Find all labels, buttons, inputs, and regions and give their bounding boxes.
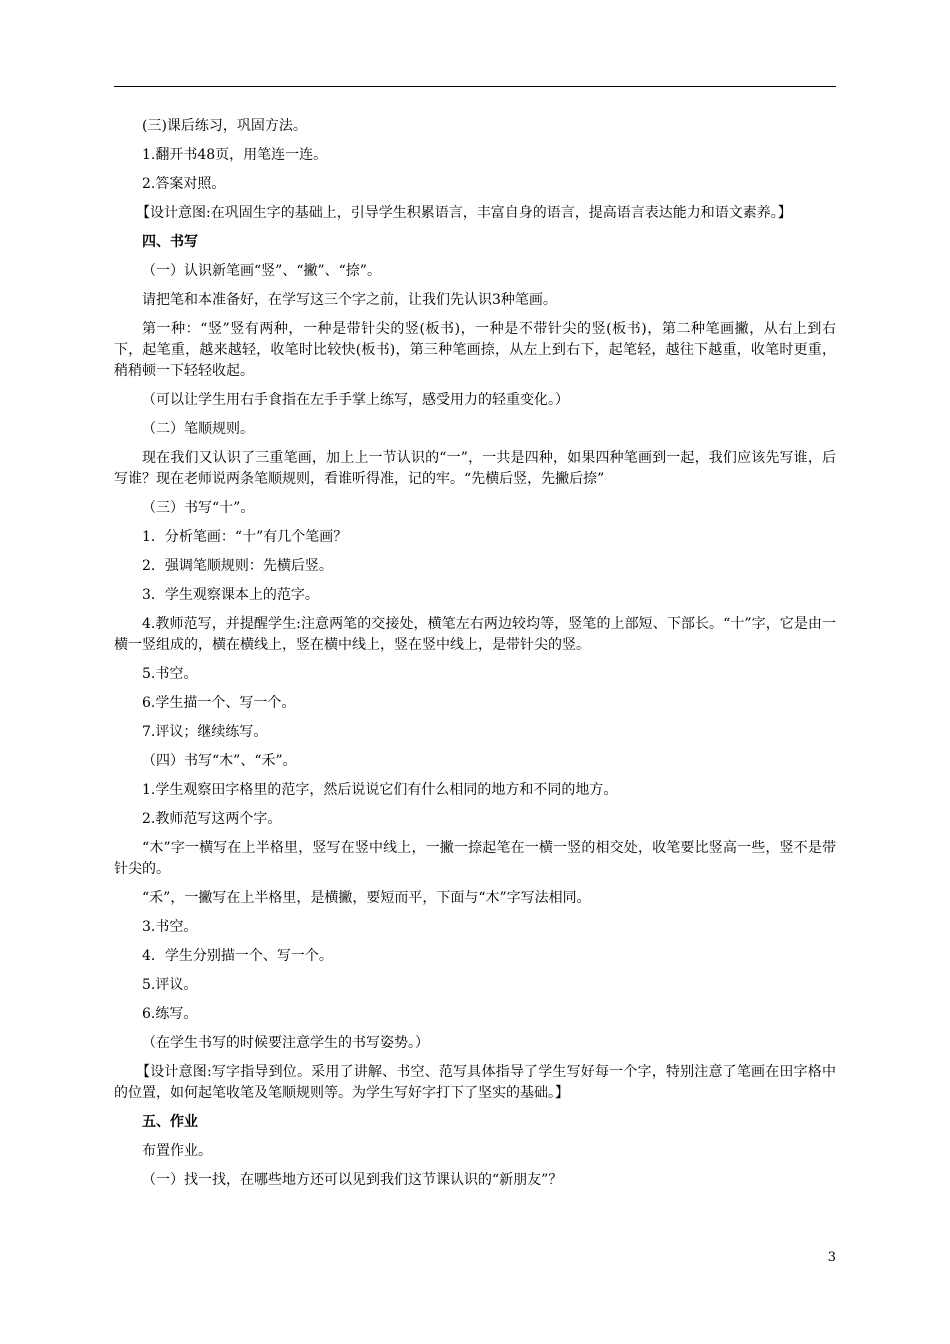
paragraph: 2．强调笔顺规则：先横后竖。 bbox=[142, 558, 333, 574]
section-heading: 五、作业 bbox=[142, 1114, 198, 1130]
paragraph: （一）找一找，在哪些地方还可以见到我们这节课认识的“新朋友”？ bbox=[142, 1172, 563, 1188]
section-heading: 四、书写 bbox=[142, 234, 198, 250]
document-body bbox=[114, 116, 836, 1199]
paragraph: 2.答案对照。 bbox=[142, 176, 226, 192]
paragraph: （四）书写“木”、“禾”。 bbox=[142, 753, 297, 769]
paragraph: 3.书空。 bbox=[142, 919, 198, 935]
paragraph: 1．分析笔画：“十”有几个笔画？ bbox=[142, 529, 348, 545]
paragraph: 5.评议。 bbox=[142, 977, 198, 993]
paragraph: 5.书空。 bbox=[142, 666, 198, 682]
paragraph: 请把笔和本准备好，在学写这三个字之前，让我们先认识3种笔画。 bbox=[142, 292, 557, 308]
paragraph: 6.练写。 bbox=[142, 1006, 198, 1022]
paragraph: “木”字一横写在上半格里，竖写在竖中线上，一撇一捺起笔在一横一竖的相交处，收笔要比竖高一些，竖不是带针尖的。 bbox=[114, 840, 836, 877]
paragraph: 1.翻开书48页，用笔连一连。 bbox=[142, 147, 328, 163]
paragraph: 7.评议；继续练写。 bbox=[142, 724, 268, 740]
header-rule bbox=[114, 86, 836, 87]
paragraph: 布置作业。 bbox=[142, 1143, 212, 1159]
paragraph: 现在我们又认识了三重笔画，加上上一节认识的“一”，一共是四种，如果四种笔画到一起，我们应该先写谁，后写谁？现在老师说两条笔顺规则，看谁听得准，记的牢。“先横后竖，先撇后捺” bbox=[114, 450, 836, 487]
paragraph: 4.教师范写，并提醒学生:注意两笔的交接处，横笔左右两边较均等，竖笔的上部短、下部长。“十”字，它是由一横一竖组成的，横在横线上，竖在横中线上，竖在竖中线上，是带针尖的竖。 bbox=[114, 616, 836, 653]
paragraph: 3．学生观察课本上的范字。 bbox=[142, 587, 319, 603]
paragraph: 4．学生分别描一个、写一个。 bbox=[142, 948, 333, 964]
paragraph: 第一种：“竖”竖有两种，一种是带针尖的竖(板书)，一种是不带针尖的竖(板书)，第二种笔画撇，从右上到右下，起笔重，越来越轻，收笔时比较快(板书)，第三种笔画捺，从左上到右下，起笔轻，越往下越重，收笔时更重，稍稍顿一下轻轻收起。 bbox=[114, 321, 836, 379]
page-number: 3 bbox=[827, 1250, 836, 1265]
paragraph: （一）认识新笔画“竖”、“撇”、“捺”。 bbox=[142, 263, 381, 279]
paragraph: 2.教师范写这两个字。 bbox=[142, 811, 282, 827]
paragraph: （可以让学生用右手食指在左手手掌上练写，感受用力的轻重变化。） bbox=[142, 392, 569, 408]
paragraph: (三)课后练习，巩固方法。 bbox=[142, 118, 307, 134]
paragraph: 6.学生描一个、写一个。 bbox=[142, 695, 296, 711]
paragraph: （在学生书写的时候要注意学生的书写姿势。） bbox=[142, 1035, 429, 1051]
paragraph: （二）笔顺规则。 bbox=[142, 421, 254, 437]
design-intent-note: 【设计意图:写字指导到位。采用了讲解、书空、范写具体指导了学生写好每一个字，特别注意了笔画在田字格中的位置，如何起笔收笔及笔顺规则等。为学生写好字打下了坚实的基础。】 bbox=[114, 1064, 836, 1101]
paragraph: 1.学生观察田字格里的范字，然后说说它们有什么相同的地方和不同的地方。 bbox=[142, 782, 618, 798]
design-intent-note: 【设计意图:在巩固生字的基础上，引导学生积累语言，丰富自身的语言，提高语言表达能力和语文素养。】 bbox=[136, 205, 792, 221]
paragraph: （三）书写“十”。 bbox=[142, 500, 255, 516]
paragraph: “禾”，一撇写在上半格里，是横撇，要短而平，下面与“木”字写法相同。 bbox=[142, 890, 591, 906]
